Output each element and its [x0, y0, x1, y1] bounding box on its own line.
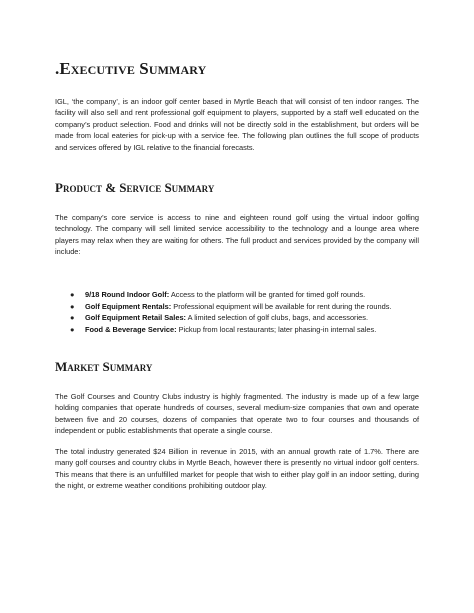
- list-item: [55, 289, 419, 301]
- bullet-icon: ●: [70, 313, 75, 323]
- list-item: [55, 301, 419, 313]
- list-item-text: Professional equipment will be available for rent during the rounds.: [171, 301, 392, 311]
- list-item: [55, 324, 419, 336]
- bullet-icon: ●: [70, 324, 75, 334]
- bullet-icon: ●: [70, 290, 75, 299]
- list-item-text: A limited selection of golf clubs, bags, and accessories.: [186, 313, 369, 323]
- list-item-title: Golf Equipment Retail Sales:: [85, 313, 187, 323]
- list-item-title: Food & Beverage Service:: [85, 324, 177, 334]
- list-item-title: Golf Equipment Rentals:: [85, 301, 172, 311]
- market-summary-paragraph-1: The Golf Courses and Country Clubs industry is highly fragmented. The industry is made up of a few large holding companies that operate hundreds of courses, several medium-size companies that own and operate between five and 20 courses, dozens of companies that operate two to four courses and thousands of independent or public establishments that operate a single course.: [55, 392, 419, 436]
- executive-summary-paragraph: IGL, ‘the company’, is an indoor golf center based in Myrtle Beach that will consist of ten indoor ranges. The facility will also sell and rent professional golf equipment to players, supported by a staff well educated on the company’s product selection. Food and drinks will not be directly sold in the establishment, but orders will be made from local eateries for pick-up with a service fee. The following plan outlines the full scope of products and services offered by IGL relative to the financial forecasts.: [55, 97, 419, 152]
- list-item: [55, 312, 419, 324]
- product-service-summary-heading: Product & Service Summary: [55, 180, 215, 195]
- product-service-paragraph: The company’s core service is access to nine and eighteen round golf using the virtual indoor golfing technology. The company will sell limited service accessibility to the technology and a lounge area where players may relax when they are waiting for others. The full product and services provided by the company will include:: [55, 213, 419, 257]
- list-item-text: Pickup from local restaurants; later phasing-in internal sales.: [176, 324, 377, 334]
- list-item-title: 9/18 Round Indoor Golf:: [85, 290, 170, 299]
- market-summary-paragraph-2: The total industry generated $24 Billion in revenue in 2015, with an annual growth rate of 1.7%. There are many golf courses and country clubs in Myrtle Beach, however there is presently no virtual indoor golf centers. This means that there is an unfulfilled market for people that wish to either play golf in an indoor setting, during the night, or extreme weather conditions prohibiting outdoor play.: [55, 447, 419, 491]
- list-item-text: Access to the platform will be granted for timed golf rounds.: [169, 290, 366, 299]
- market-summary-heading: Market Summary: [55, 359, 153, 374]
- executive-summary-heading: .Executive Summary: [55, 59, 207, 78]
- bullet-icon: ●: [70, 301, 75, 311]
- services-list: [55, 289, 419, 335]
